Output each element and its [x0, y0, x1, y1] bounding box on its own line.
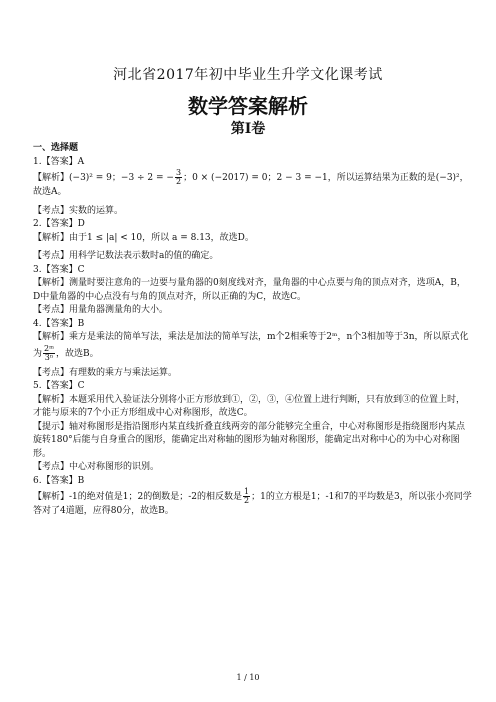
- q5-answer: 5.【答案】C: [33, 381, 85, 391]
- q4-frac-den: 3ⁿ: [44, 352, 54, 362]
- q1-analysis: [33, 169, 473, 200]
- q1-frac-den: 2: [175, 177, 182, 186]
- q6-analysis: [33, 488, 473, 519]
- q5-point: 【考点】中心对称图形的识别。: [33, 462, 160, 472]
- q4-fraction: [43, 345, 55, 362]
- page-number: 1 / 10: [236, 673, 260, 682]
- q4-point: 【考点】有理数的乘方与乘法运算。: [33, 367, 178, 378]
- q4-analysis-b: ，故选B。: [56, 348, 99, 359]
- q6-frac-den: 2: [244, 496, 250, 505]
- q5-hint: 【提示】轴对称图形是指沿图形内某直线折叠直线两旁的部分能够完全重合，中心对称图形是指绕图形内某点旋转180°后能与自身重合的图形，能确定出对称轴的图形为轴对称图形，能确定出对称中心的为中心对称图形。: [33, 421, 466, 459]
- q4-analysis: [33, 331, 473, 362]
- q1-point: 【考点】实数的运算。: [33, 205, 124, 216]
- volume-label: 第Ⅰ卷: [230, 121, 266, 137]
- q3-analysis: 【解析】测量时要注意角的一边要与量角器的0刻度线对齐，量角器的中心点要与角的顶点对齐，选项A，B，D中量角器的中心点没有与角的顶点对齐，所以正确的为C，故选C。: [33, 278, 466, 302]
- q4-frac-num: 2ᵐ: [44, 343, 55, 353]
- q6-analysis-b: ；1的立方根是1；-1和7的平均数是3，所以张小亮同学答对了4道题，应得80分，故选B。: [33, 492, 472, 516]
- q6-fraction: [243, 488, 250, 505]
- exam-title: 河北省2017年初中毕业生升学文化课考试: [113, 67, 383, 83]
- q4-answer: 4.【答案】B: [33, 318, 85, 329]
- q6-answer: 6.【答案】B: [33, 475, 85, 486]
- q1-analysis-prefix: 【解析】: [33, 173, 70, 183]
- q2-point: 【考点】用科学记数法表示数时a的值的确定。: [33, 251, 219, 261]
- q2-answer: 2.【答案】D: [33, 219, 85, 229]
- q2-analysis: 【解析】由于1 ≤ |a| < 10，所以 a = 8.13，故选D。: [33, 232, 254, 243]
- answer-content: [33, 142, 473, 519]
- q4-analysis-a: 【解析】乘方是乘法的简单写法，乘法是加法的简单写法，m个2相乘等于2ᵐ，n个3相加等于3n，所以原式化为: [33, 332, 469, 359]
- q6-frac-num: 1: [244, 487, 250, 496]
- q1-expr-b: ；0 × (−2017) = 0；2 − 3 = −1: [183, 173, 328, 183]
- section-heading: 一、选择题: [33, 143, 79, 153]
- q5-analysis: 【解析】本题采用代入验证法分别将小正方形放到①，②，③，④位置上进行判断，只有放到③的位置上时，才能与原来的7个小正方形组成中心对称图形，故选C。: [33, 394, 466, 418]
- q1-answer: 1.【答案】A: [33, 156, 85, 167]
- q3-answer: 3.【答案】C: [33, 264, 85, 275]
- document-title: 数学答案解析: [188, 94, 308, 118]
- q6-analysis-a: 【解析】-1的绝对值是1；2的倒数是；-2的相反数是: [33, 492, 242, 502]
- q1-analysis-rest: ，所以运算结果为正数的是(−3)²，故选A。: [33, 173, 469, 197]
- q1-fraction: [175, 169, 182, 186]
- q1-frac-num: 3: [175, 168, 182, 177]
- q1-expr-a: (−3)² = 9；−3 ÷ 2 = −: [69, 173, 174, 183]
- q3-point: 【考点】用量角器测量角的大小。: [33, 305, 169, 315]
